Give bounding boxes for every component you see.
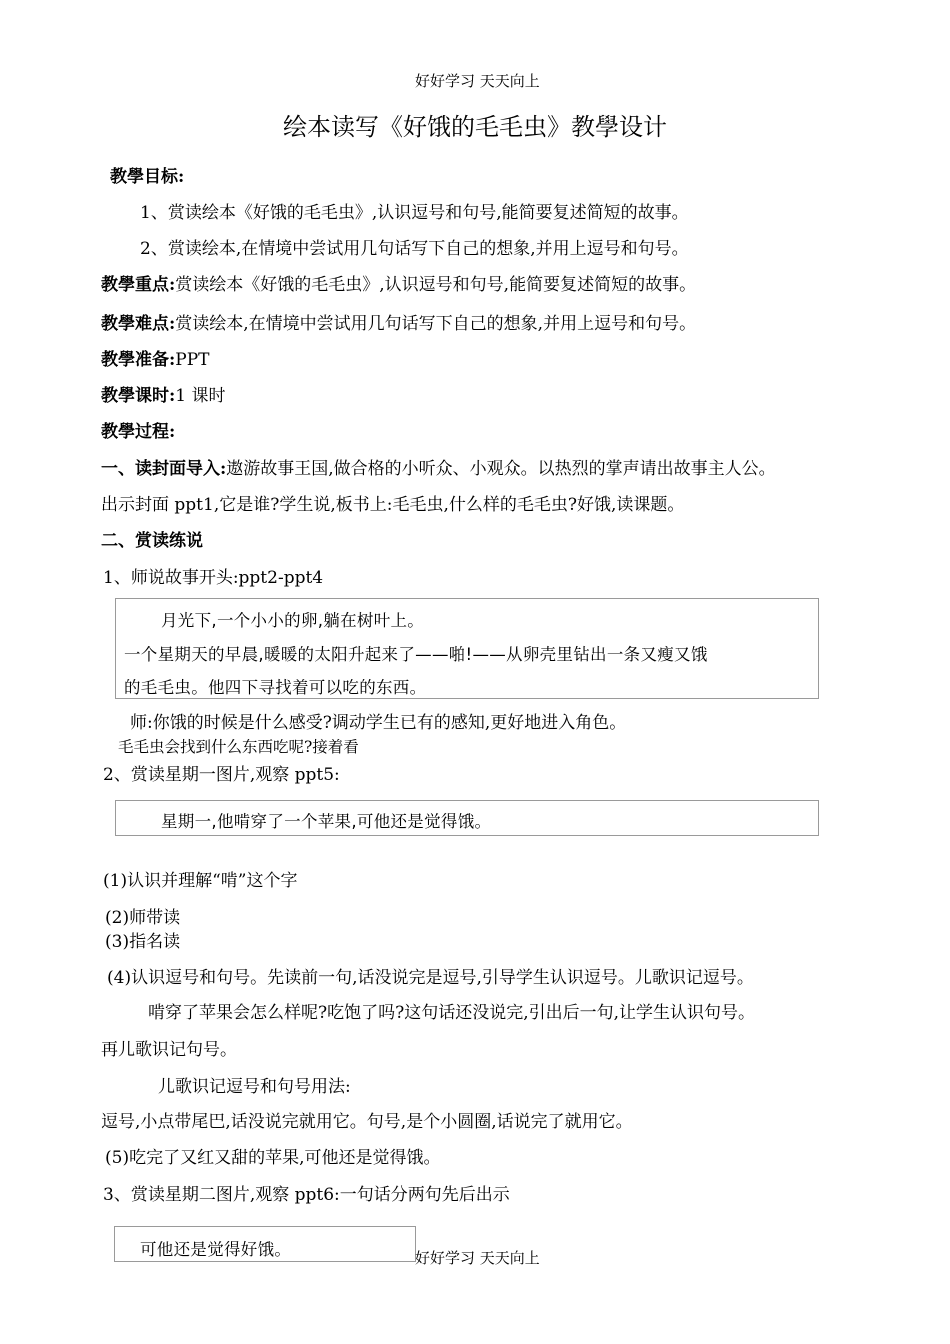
section1-heading: 一、读封面导入: <box>101 459 227 479</box>
page-footer: 好好学习 天天向上 <box>415 1249 540 1267</box>
step-2: 2、赏读星期一图片,观察 ppt5: <box>103 765 340 785</box>
sub-step-4-end: 再儿歌识记句号。 <box>101 1040 237 1060</box>
sub-step-2: (2)师带读 <box>105 908 181 928</box>
section1-text2: 出示封面 ppt1,它是谁?学生说,板书上:毛毛虫,什么样的毛毛虫?好饿,读课题。 <box>101 495 685 515</box>
focus-label: 教學重点: <box>101 275 176 295</box>
section1-row <box>101 454 776 479</box>
preparation-row <box>101 345 210 370</box>
goal-item-2: 2、赏读绘本,在情境中尝试用几句话写下自己的想象,并用上逗号和句号。 <box>140 239 689 259</box>
step-3: 3、赏读星期二图片,观察 ppt6:一句话分两句先后出示 <box>103 1185 510 1205</box>
story-box-2-line-1: 星期一,他啃穿了一个苹果,可他还是觉得饿。 <box>161 812 492 831</box>
story-box-1-line-3: 的毛毛虫。他四下寻找着可以吃的东西。 <box>124 678 427 697</box>
sub-step-1: (1)认识并理解“啃”这个字 <box>103 871 298 891</box>
step-1: 1、师说故事开头:ppt2-ppt4 <box>103 568 324 588</box>
hours-label: 教學课时: <box>101 386 176 406</box>
story-box-1-line-1: 月光下,一个小小的卵,躺在树叶上。 <box>161 611 425 630</box>
hours-row <box>101 381 226 406</box>
focus-text: 赏读绘本《好饿的毛毛虫》,认识逗号和句号,能简要复述简短的故事。 <box>175 275 697 295</box>
sub-step-4: (4)认识逗号和句号。先读前一句,话没说完是逗号,引导学生认识逗号。儿歌识记逗号。 <box>107 968 754 988</box>
difficulty-row <box>101 309 696 334</box>
preparation-text: PPT <box>175 350 210 370</box>
page-title: 绘本读写《好饿的毛毛虫》教學设计 <box>283 113 667 141</box>
sub-step-3: (3)指名读 <box>105 932 181 952</box>
goal-item-1: 1、赏读绘本《好饿的毛毛虫》,认识逗号和句号,能简要复述简短的故事。 <box>140 203 689 223</box>
story-box-3-line-1: 可他还是觉得好饿。 <box>140 1240 292 1259</box>
preparation-label: 教學准备: <box>101 350 176 370</box>
section2-heading: 二、赏读练说 <box>101 531 203 551</box>
rhyme-text: 逗号,小点带尾巴,话没说完就用它。句号,是个小圆圈,话说完了就用它。 <box>101 1112 633 1132</box>
sub-step-4-cont: 啃穿了苹果会怎么样呢?吃饱了吗?这句话还没说完,引出后一句,让学生认识句号。 <box>148 1003 756 1023</box>
sub-step-5: (5)吃完了又红又甜的苹果,可他还是觉得饿。 <box>105 1148 441 1168</box>
transition-note: 毛毛虫会找到什么东西吃呢?接着看 <box>118 738 359 756</box>
page-header: 好好学习 天天向上 <box>415 72 540 90</box>
focus-row <box>101 270 696 295</box>
process-label: 教學过程: <box>101 422 176 442</box>
teacher-note: 师:你饿的时候是什么感受?调动学生已有的感知,更好地进入角色。 <box>130 713 627 733</box>
rhyme-label: 儿歌识记逗号和句号用法: <box>158 1077 351 1097</box>
difficulty-label: 教學难点: <box>101 314 176 334</box>
goals-label: 教學目标: <box>110 167 185 187</box>
difficulty-text: 赏读绘本,在情境中尝试用几句话写下自己的想象,并用上逗号和句号。 <box>175 314 697 334</box>
story-box-1-line-2: 一个星期天的早晨,暖暖的太阳升起来了——啪!——从卵壳里钻出一条又瘦又饿 <box>124 645 708 664</box>
hours-text: 1 课时 <box>175 386 226 406</box>
section1-text1: 遨游故事王国,做合格的小听众、小观众。以热烈的掌声请出故事主人公。 <box>226 459 776 479</box>
